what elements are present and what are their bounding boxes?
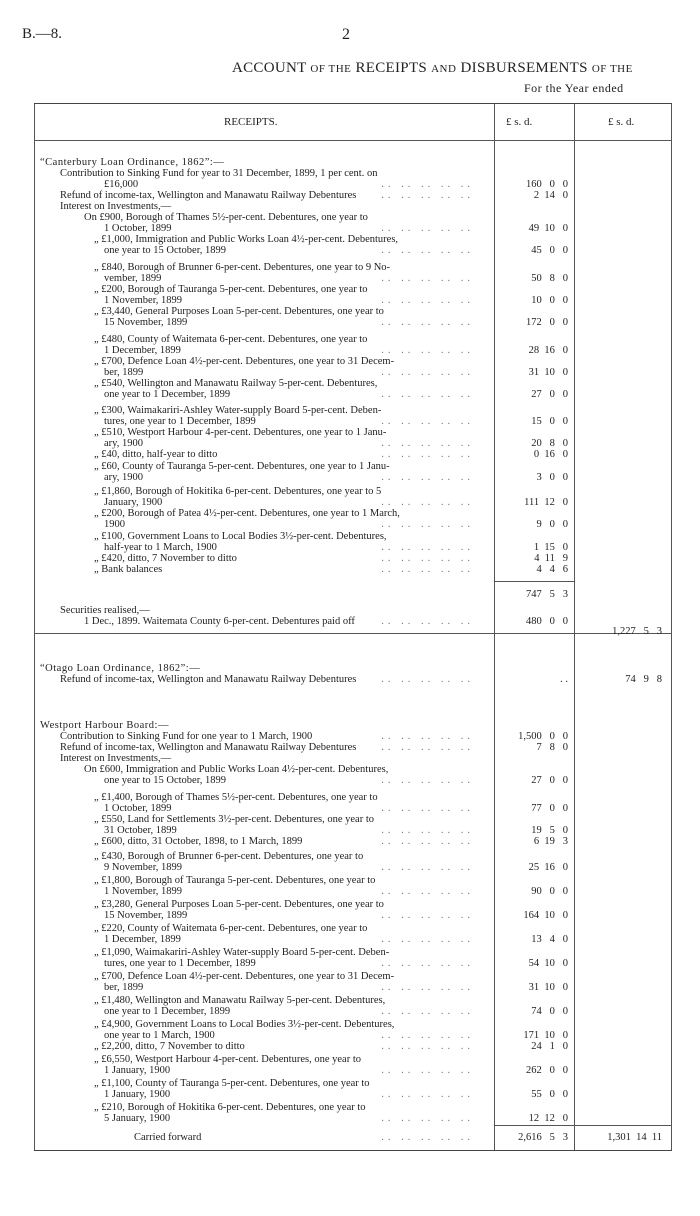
dot-leader: .. .. .. .. .. [381, 273, 474, 284]
row-label: Westport Harbour Board:— [40, 720, 169, 731]
column-header-amount: £ s. d. [506, 116, 533, 128]
total-cell: 1,227 5 3 [612, 626, 662, 637]
dot-leader: .. .. .. .. .. [381, 934, 474, 945]
row-label: tures, one year to 1 December, 1899 [104, 416, 256, 427]
row-label: „ £510, Westport Harbour 4-per-cent. Debentures, one year to 1 Janu- [94, 427, 387, 438]
dot-leader: .. .. .. .. .. [381, 1113, 474, 1124]
row-label: “Otago Loan Ordinance, 1862”:— [40, 663, 201, 674]
amount-cell: 7 8 0 [536, 742, 568, 753]
row-label: „ £210, Borough of Hokitika 6-per-cent. Debentures, one year to [94, 1102, 366, 1113]
row-label: ary, 1900 [104, 472, 143, 483]
dot-leader: .. .. .. .. .. [381, 367, 474, 378]
amount-cell: 27 0 0 [531, 775, 568, 786]
row-label: „ £220, County of Waitemata 6-per-cent. Debentures, one year to [94, 923, 368, 934]
row-label: £16,000 [104, 179, 139, 190]
row-label: Refund of income-tax, Wellington and Manawatu Railway Debentures [60, 190, 357, 201]
dot-leader: .. .. .. .. .. [381, 1041, 474, 1052]
amount-cell: 747 5 3 [526, 589, 568, 600]
dot-leader: .. .. .. .. .. [381, 803, 474, 814]
row-label: ber, 1899 [104, 367, 144, 378]
amount-cell: 164 10 0 [523, 910, 568, 921]
row-label: Interest on Investments,— [60, 201, 172, 212]
row-label: „ £100, Government Loans to Local Bodies 3½-per-cent. Debentures, [94, 531, 387, 542]
row-label: January, 1900 [104, 497, 163, 508]
amount-cell: 27 0 0 [531, 389, 568, 400]
amount-cell: 25 16 0 [528, 862, 568, 873]
amount-cell: 13 4 0 [531, 934, 568, 945]
amount-cell: 480 0 0 [526, 616, 568, 627]
row-label: 15 November, 1899 [104, 317, 188, 328]
dot-leader: .. .. .. .. .. [381, 472, 474, 483]
amount-cell: 12 12 0 [528, 1113, 568, 1124]
dot-leader: .. .. .. .. .. [381, 836, 474, 847]
row-label: „ £1,480, Wellington and Manawatu Railway 5-per-cent. Debentures, [94, 995, 386, 1006]
row-label: „ £1,100, County of Tauranga 5-per-cent. Debentures, one year to [94, 1078, 370, 1089]
row-label: 1 January, 1900 [104, 1065, 171, 1076]
dot-leader: .. .. .. .. .. [381, 179, 474, 190]
amount-cell: 10 0 0 [531, 295, 568, 306]
amount-cell: 171 10 0 [523, 1030, 568, 1041]
amount-cell: 31 10 0 [528, 982, 568, 993]
header-rule [34, 140, 672, 141]
row-label: one year to 1 December, 1899 [104, 1006, 231, 1017]
row-label: 15 November, 1899 [104, 910, 188, 921]
row-label: Refund of income-tax, Wellington and Manawatu Railway Debentures [60, 674, 357, 685]
row-label: “Canterbury Loan Ordinance, 1862”:— [40, 157, 225, 168]
row-label: „ £480, County of Waitemata 6-per-cent. Debentures, one year to [94, 334, 368, 345]
row-label: ber, 1899 [104, 982, 144, 993]
row-label: Contribution to Sinking Fund for one year to 1 March, 1900 [60, 731, 313, 742]
dot-leader: .. .. .. .. .. [381, 416, 474, 427]
page-number: 2 [342, 26, 350, 43]
amount-cell: 6 19 3 [533, 836, 568, 847]
amount-cell: 28 16 0 [528, 345, 568, 356]
amount-cell: 49 10 0 [528, 223, 568, 234]
row-label: Carried forward [134, 1132, 202, 1143]
row-label: „ £200, Borough of Patea 4½-per-cent. Debentures, one year to 1 March, [94, 508, 400, 519]
amount-cell: 55 0 0 [531, 1089, 568, 1100]
amount-cell: 45 0 0 [531, 245, 568, 256]
subtotal-rule [494, 581, 574, 582]
dot-leader: .. .. .. .. .. [381, 1089, 474, 1100]
row-label: ary, 1900 [104, 438, 143, 449]
row-label: half-year to 1 March, 1900 [104, 542, 217, 553]
amount-cell: 160 0 0 [526, 179, 568, 190]
title-word: OF THE [591, 63, 633, 75]
row-label: 1 Dec., 1899. Waitemata County 6-per-cent. Debentures paid off [84, 616, 355, 627]
dot-leader: .. .. .. .. .. [381, 982, 474, 993]
table-border-left [34, 104, 35, 1150]
amount-cell: 172 0 0 [526, 317, 568, 328]
amount-cell: 262 0 0 [526, 1065, 568, 1076]
amount-cell: 4 4 6 [536, 564, 568, 575]
dot-leader: .. .. .. .. .. [381, 190, 474, 201]
dot-leader: .. .. .. .. .. [381, 1132, 474, 1143]
amount-cell: 2 14 0 [533, 190, 568, 201]
row-label: „ £1,800, Borough of Tauranga 5-per-cent. Debentures, one year to [94, 875, 376, 886]
row-label: „ £1,090, Waimakariri-Ashley Water-supply Board 5-per-cent. Deben- [94, 947, 390, 958]
row-label: „ £4,900, Government Loans to Local Bodies 3½-per-cent. Debentures, [94, 1019, 395, 1030]
dot-leader: .. .. .. .. .. [381, 731, 474, 742]
row-label: one year to 15 October, 1899 [104, 245, 227, 256]
amount-cell: 2,616 5 3 [518, 1132, 568, 1143]
title-word: AND [431, 63, 457, 75]
page-title [232, 60, 633, 77]
amount-cell: 31 10 0 [528, 367, 568, 378]
column-divider [494, 104, 495, 1150]
row-label: 1 November, 1899 [104, 886, 183, 897]
title-word: RECEIPTS [355, 60, 428, 76]
amount-cell: 1,500 0 0 [518, 731, 568, 742]
dot-leader: .. .. .. .. .. [381, 497, 474, 508]
dot-leader: .. .. .. .. .. [381, 958, 474, 969]
row-label: vember, 1899 [104, 273, 162, 284]
total-cell: 1,301 14 11 [607, 1132, 662, 1143]
row-label: On £900, Borough of Thames 5½-per-cent. Debentures, one year to [84, 212, 368, 223]
total-cell: 74 9 8 [625, 674, 662, 685]
row-label: „ £2,200, ditto, 7 November to ditto [94, 1041, 245, 1052]
row-label: „ £60, County of Tauranga 5-per-cent. Debentures, one year to 1 Janu- [94, 461, 390, 472]
amount-cell: 15 0 0 [531, 416, 568, 427]
row-label: Contribution to Sinking Fund for year to 31 December, 1899, 1 per cent. on [60, 168, 378, 179]
dot-leader: .. .. .. .. .. [381, 616, 474, 627]
dot-leader: .. .. .. .. .. [381, 674, 474, 685]
amount-cell: 20 8 0 [531, 438, 568, 449]
amount-cell: 111 12 0 [524, 497, 568, 508]
amount-cell: 77 0 0 [531, 803, 568, 814]
column-header-receipts: RECEIPTS. [224, 116, 278, 128]
row-label: 1 December, 1899 [104, 345, 181, 356]
report-reference: B.—8. [22, 26, 63, 42]
title-word: ACCOUNT [232, 60, 307, 76]
table-border-right [671, 104, 672, 1150]
row-label: „ £1,400, Borough of Thames 5½-per-cent. Debentures, one year to [94, 792, 378, 803]
row-label: „ £550, Land for Settlements 3½-per-cent. Debentures, one year to [94, 814, 374, 825]
dot-leader: .. .. .. .. .. [381, 449, 474, 460]
receipts-table [34, 103, 672, 1151]
row-label: Securities realised,— [60, 605, 150, 616]
dot-leader: .. .. .. .. .. [381, 553, 474, 564]
dot-leader: .. .. .. .. .. [381, 775, 474, 786]
row-label: 1900 [104, 519, 125, 530]
amount-cell: 4 11 9 [534, 553, 568, 564]
amount-cell: 0 16 0 [533, 449, 568, 460]
row-label: tures, one year to 1 December, 1899 [104, 958, 256, 969]
dot-leader: .. .. .. .. .. [381, 886, 474, 897]
row-label: „ £3,440, General Purposes Loan 5-per-cent. Debentures, one year to [94, 306, 384, 317]
dot-leader: .. .. .. .. .. [381, 1065, 474, 1076]
dot-leader: .. .. .. .. .. [381, 742, 474, 753]
row-label: Interest on Investments,— [60, 753, 172, 764]
row-label: „ £420, ditto, 7 November to ditto [94, 553, 237, 564]
row-label: „ £430, Borough of Brunner 6-per-cent. Debentures, one year to [94, 851, 364, 862]
dot-leader: .. .. .. .. .. [381, 825, 474, 836]
row-label: „ £300, Waimakariri-Ashley Water-supply Board 5-per-cent. Deben- [94, 405, 382, 416]
subtotal-rule [494, 1125, 671, 1126]
amount-cell: 54 10 0 [528, 958, 568, 969]
dot-leader: .. .. .. .. .. [381, 862, 474, 873]
amount-cell: 19 5 0 [531, 825, 568, 836]
dot-leader: .. .. .. .. .. [381, 223, 474, 234]
row-label: „ £6,550, Westport Harbour 4-per-cent. Debentures, one year to [94, 1054, 361, 1065]
amount-cell: 1 15 0 [533, 542, 568, 553]
row-label: „ Bank balances [94, 564, 163, 575]
dot-leader: .. .. .. .. .. [381, 389, 474, 400]
row-label: „ £40, ditto, half-year to ditto [94, 449, 218, 460]
row-label: 1 October, 1899 [104, 223, 172, 234]
row-label: 1 December, 1899 [104, 934, 181, 945]
title-word: OF THE [310, 63, 352, 75]
dot-leader: .. .. .. .. .. [381, 1006, 474, 1017]
row-label: „ £840, Borough of Brunner 6-per-cent. Debentures, one year to 9 No- [94, 262, 391, 273]
dot-leader: .. .. .. .. .. [381, 1030, 474, 1041]
row-label: Refund of income-tax, Wellington and Manawatu Railway Debentures [60, 742, 357, 753]
row-label: one year to 1 March, 1900 [104, 1030, 215, 1041]
page-subtitle: For the Year ended [524, 81, 624, 95]
dot-leader: .. .. .. .. .. [381, 542, 474, 553]
amount-cell: 24 1 0 [531, 1041, 568, 1052]
row-label: one year to 15 October, 1899 [104, 775, 227, 786]
dot-leader: .. .. .. .. .. [381, 438, 474, 449]
row-label: 31 October, 1899 [104, 825, 177, 836]
dot-leader: .. .. .. .. .. [381, 295, 474, 306]
dot-leader: .. .. .. .. .. [381, 910, 474, 921]
row-label: „ £600, ditto, 31 October, 1898, to 1 March, 1899 [94, 836, 303, 847]
amount-cell: 50 8 0 [531, 273, 568, 284]
row-label: „ £200, Borough of Tauranga 5-per-cent. Debentures, one year to [94, 284, 368, 295]
row-label: „ £1,000, Immigration and Public Works Loan 4½-per-cent. Debentures, [94, 234, 399, 245]
row-label: 1 January, 1900 [104, 1089, 171, 1100]
row-label: 5 January, 1900 [104, 1113, 171, 1124]
dot-leader: .. .. .. .. .. [381, 245, 474, 256]
dot-leader: .. .. .. .. .. [381, 317, 474, 328]
amount-cell: 74 0 0 [531, 1006, 568, 1017]
title-word: DISBURSEMENTS [460, 60, 588, 76]
row-label: 1 November, 1899 [104, 295, 183, 306]
amount-cell: 9 0 0 [536, 519, 568, 530]
row-label: „ £700, Defence Loan 4½-per-cent. Debentures, one year to 31 Decem- [94, 356, 395, 367]
dot-leader: .. .. .. .. .. [381, 345, 474, 356]
amount-cell: 90 0 0 [531, 886, 568, 897]
column-header-total: £ s. d. [608, 116, 635, 128]
amount-cell: . . [560, 674, 568, 685]
row-label: 1 October, 1899 [104, 803, 172, 814]
row-label: one year to 1 December, 1899 [104, 389, 231, 400]
dot-leader: .. .. .. .. .. [381, 519, 474, 530]
row-label: „ £1,860, Borough of Hokitika 6-per-cent. Debentures, one year to 5 [94, 486, 382, 497]
row-label: On £600, Immigration and Public Works Loan 4½-per-cent. Debentures, [84, 764, 389, 775]
amount-cell: 3 0 0 [536, 472, 568, 483]
row-label: „ £540, Wellington and Manawatu Railway 5-per-cent. Debentures, [94, 378, 378, 389]
row-label: 9 November, 1899 [104, 862, 183, 873]
row-label: „ £700, Defence Loan 4½-per-cent. Debentures, one year to 31 Decem- [94, 971, 395, 982]
row-label: „ £3,280, General Purposes Loan 5-per-cent. Debentures, one year to [94, 899, 384, 910]
dot-leader: .. .. .. .. .. [381, 564, 474, 575]
